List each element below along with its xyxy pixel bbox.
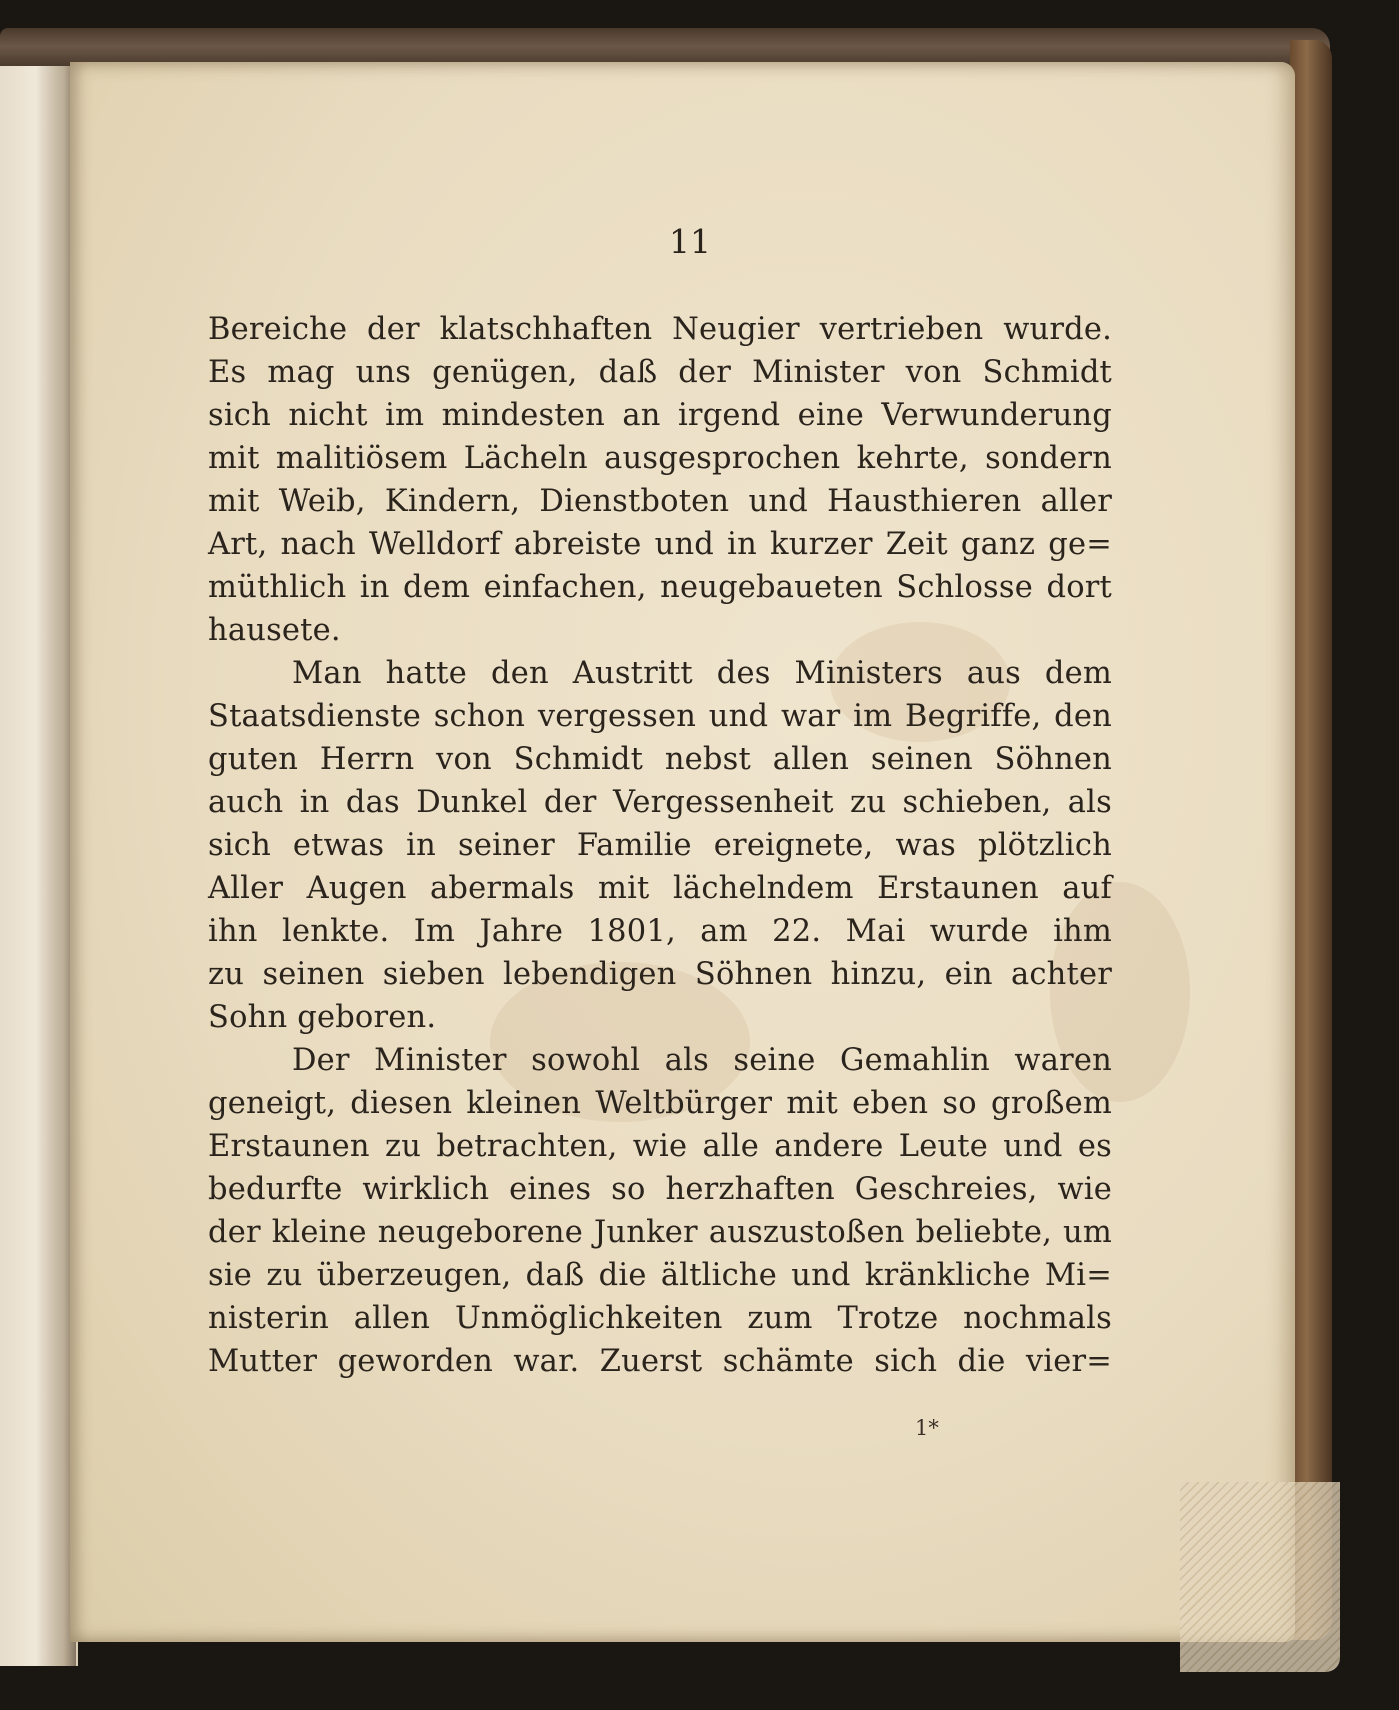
book-cover-right [1290, 40, 1332, 1640]
signature-mark: 1* [915, 1416, 939, 1440]
page-number: 11 [669, 222, 711, 261]
text-line: hausete. [208, 613, 341, 648]
body-text [208, 308, 1112, 1383]
text-line: Es mag uns genügen, daß der Minister von Schmidt [208, 355, 1112, 390]
text-line: sich nicht im mindesten an irgend eine Verwunderung [208, 398, 1112, 433]
text-line: nisterin allen Unmöglichkeiten zum Trotze nochmals [208, 1301, 1112, 1336]
text-line: Art, nach Welldorf abreiste und in kurzer Zeit ganz ge= [208, 527, 1112, 562]
text-line: sich etwas in seiner Familie ereignete, was plötzlich [208, 828, 1112, 863]
paragraph-2 [208, 652, 1112, 1039]
text-line: der kleine neugeborene Junker auszustoßen beliebte, um [208, 1215, 1112, 1250]
text-line: guten Herrn von Schmidt nebst allen seinen Söhnen [208, 742, 1112, 777]
text-line: mit Weib, Kindern, Dienstboten und Hausthieren aller [208, 484, 1112, 519]
text-line: Der Minister sowohl als seine Gemahlin waren [292, 1043, 1112, 1078]
text-line: Staatsdienste schon vergessen und war im Begriffe, den [208, 699, 1112, 734]
text-line: mit malitiösem Lächeln ausgesprochen kehrte, sondern [208, 441, 1112, 476]
text-line: ihn lenkte. Im Jahre 1801, am 22. Mai wurde ihm [208, 914, 1112, 949]
paragraph-3 [208, 1039, 1112, 1383]
text-line: müthlich in dem einfachen, neugebaueten Schlosse dort [208, 570, 1112, 605]
text-line: Erstaunen zu betrachten, wie alle andere Leute und es [208, 1129, 1112, 1164]
text-line: geneigt, diesen kleinen Weltbürger mit eben so großem [208, 1086, 1112, 1121]
text-line: Bereiche der klatschhaften Neugier vertrieben wurde. [208, 312, 1112, 347]
text-line: zu seinen sieben lebendigen Söhnen hinzu, ein achter [208, 957, 1112, 992]
text-line: sie zu überzeugen, daß die ältliche und kränkliche Mi= [208, 1258, 1112, 1293]
text-line: bedurfte wirklich eines so herzhaften Geschreies, wie [208, 1172, 1112, 1207]
text-line: auch in das Dunkel der Vergessenheit zu schieben, als [208, 785, 1112, 820]
worn-page-corner [1180, 1482, 1340, 1672]
text-line: Sohn geboren. [208, 1000, 437, 1035]
text-line: Mutter geworden war. Zuerst schämte sich die vier= [208, 1344, 1112, 1379]
paragraph-1 [208, 308, 1112, 652]
text-line: Aller Augen abermals mit lächelndem Erstaunen auf [208, 871, 1112, 906]
text-line: Man hatte den Austritt des Ministers aus dem [292, 656, 1112, 691]
